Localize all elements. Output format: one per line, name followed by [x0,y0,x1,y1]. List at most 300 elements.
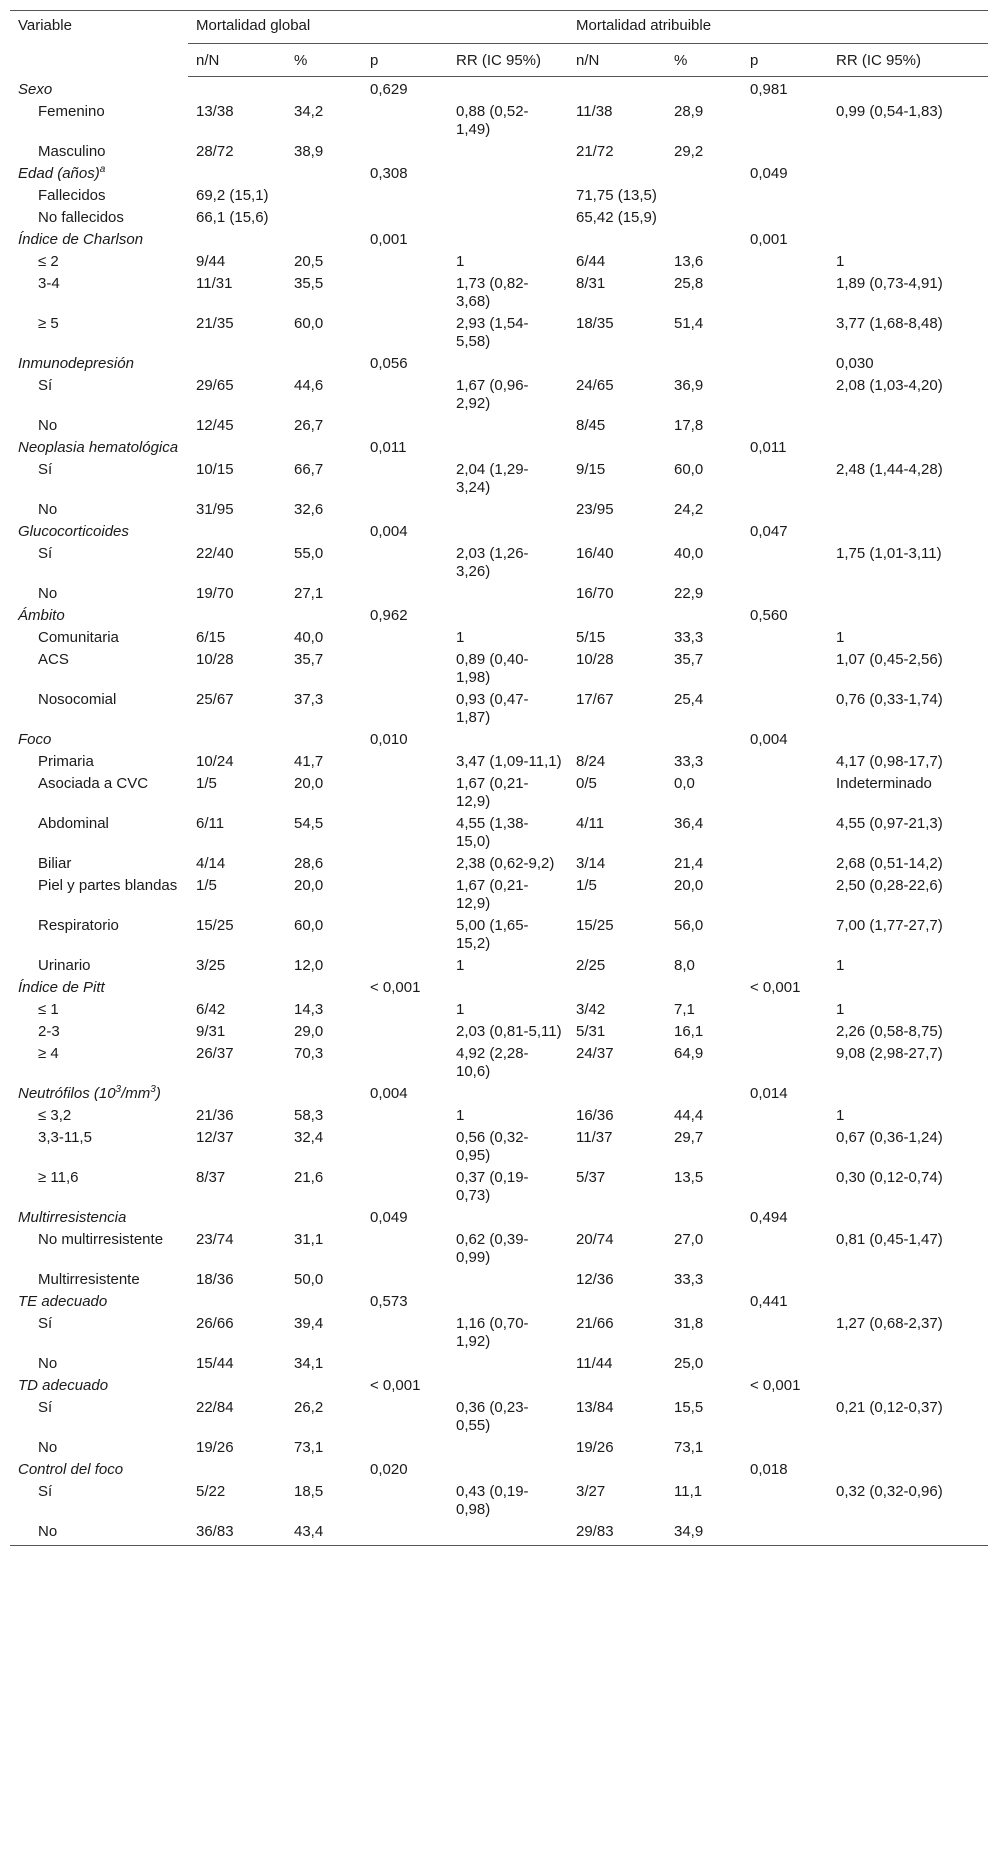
cell-nn-attrib: 5/37 [576,1169,606,1186]
category-row [10,163,988,185]
row-label-text: Biliar [38,855,72,872]
cell-nn-global: 10/15 [196,461,234,478]
cell-rr-attrib [828,729,988,751]
row-label-text: Foco [18,731,52,748]
cell-nn-attrib [568,229,666,251]
category-row [10,1083,988,1105]
cell-nn-global: 31/95 [196,501,234,518]
cell-nn-global [188,1083,286,1105]
cell-rr-global [448,605,568,627]
cell-rr-attrib: 1 [836,253,845,270]
cell-p-global: 0,001 [370,231,408,248]
subcategory-label [10,813,188,853]
cell-pct-attrib: 17,8 [674,417,704,434]
cell-nn-global: 12/37 [196,1129,234,1146]
row-label-text: No [38,501,58,518]
subcategory-label [10,1105,188,1127]
cell-p-attrib [742,1105,828,1127]
cell-p-global [362,649,448,689]
table-header [10,11,988,77]
cell-p-global [362,459,448,499]
subcategory-label [10,1127,188,1167]
cell-nn-global [188,229,286,251]
header-mortalidad-atribuible: Mortalidad atribuible [568,11,988,44]
cell-pct-global [286,521,362,543]
category-label [10,521,188,543]
row-label-text: ≤ 2 [38,253,59,270]
row-label-tail: ) [155,1085,161,1102]
category-row [10,521,988,543]
cell-nn-global: 1/5 [196,775,217,792]
cell-pct-global: 40,0 [294,629,324,646]
cell-rr-global: 1 [456,1001,465,1018]
cell-nn-attrib: 21/72 [576,143,614,160]
cell-pct-attrib: 8,0 [674,957,695,974]
cell-nn-global [188,977,286,999]
cell-rr-attrib: 1 [836,1001,845,1018]
cell-rr-global: 0,56 (0,32-0,95) [456,1129,529,1164]
cell-rr-attrib: 0,76 (0,33-1,74) [836,691,943,708]
cell-nn-attrib: 5/31 [576,1023,606,1040]
cell-p-global [362,955,448,977]
cell-p-global [362,1481,448,1521]
cell-p-global [362,1521,448,1546]
cell-rr-global [448,1437,568,1459]
cell-p-attrib [742,955,828,977]
cell-p-attrib [742,1269,828,1291]
subcategory-label [10,141,188,163]
subcategory-label [10,1521,188,1546]
cell-p-attrib [742,1397,828,1437]
cell-rr-global [448,583,568,605]
cell-pct-global: 43,4 [286,1521,362,1546]
cell-rr-attrib: 0,030 [836,355,874,372]
cell-p-attrib: 0,049 [750,165,788,182]
cell-nn-global: 9/44 [196,253,226,270]
cell-p-attrib [742,1043,828,1083]
header-col-pct-attrib: % [666,44,742,77]
cell-nn-attrib: 29/83 [568,1521,666,1546]
subcategory-label [10,1481,188,1521]
cell-rr-global: 1,16 (0,70-1,92) [456,1315,529,1350]
superscript: a [99,164,106,175]
subcategory-label [10,1437,188,1459]
cell-p-attrib [742,875,828,915]
cell-rr-global [448,521,568,543]
subcategory-label [10,313,188,353]
cell-pct-global: 29,0 [294,1023,324,1040]
cell-rr-attrib: 3,77 (1,68-8,48) [836,315,943,332]
cell-rr-global [448,1459,568,1481]
cell-p-attrib [742,1437,828,1459]
category-row [10,605,988,627]
cell-rr-attrib: 0,21 (0,12-0,37) [836,1399,943,1416]
cell-pct-attrib: 64,9 [674,1045,704,1062]
table-row [10,375,988,415]
cell-rr-global: 2,04 (1,29-3,24) [456,461,529,496]
cell-rr-attrib [828,521,988,543]
cell-pct-global [286,1459,362,1481]
cell-nn-global [188,1375,286,1397]
cell-rr-attrib [828,437,988,459]
cell-p-global: < 0,001 [370,1377,421,1394]
cell-rr-attrib [828,1291,988,1313]
cell-pct-global: 44,6 [294,377,324,394]
cell-p-attrib [742,999,828,1021]
cell-pct-global: 70,3 [294,1045,324,1062]
cell-pct-attrib: 13,5 [674,1169,704,1186]
subcategory-label [10,499,188,521]
subcategory-label [10,875,188,915]
cell-nn-attrib: 10/28 [576,651,614,668]
cell-rr-global: 0,88 (0,52-1,49) [456,103,529,138]
cell-pct-attrib: 56,0 [674,917,704,934]
cell-pct-global [286,729,362,751]
table-row [10,915,988,955]
cell-rr-global [448,1353,568,1375]
cell-nn-global: 28/72 [196,143,234,160]
cell-rr-attrib [828,141,988,163]
cell-pct-global: 35,5 [294,275,324,292]
cell-p-attrib [742,1229,828,1269]
row-label-text: 3-4 [38,275,60,292]
cell-pct-attrib: 7,1 [674,1001,695,1018]
cell-pct-global [286,1083,362,1105]
row-label-text: Primaria [38,753,94,770]
table-row [10,1167,988,1207]
cell-p-attrib [742,313,828,353]
subcategory-label [10,627,188,649]
cell-rr-attrib: 0,32 (0,32-0,96) [836,1483,943,1500]
cell-pct-attrib: 25,4 [674,691,704,708]
row-label-text: ≥ 4 [38,1045,59,1062]
cell-rr-global: 0,93 (0,47-1,87) [456,691,529,726]
cell-nn-attrib: 0/5 [576,775,597,792]
cell-nn-global: 21/35 [196,315,234,332]
row-label-text: No multirresistente [38,1231,164,1248]
cell-pct-global: 54,5 [294,815,324,832]
cell-rr-attrib [828,1521,988,1546]
cell-rr-attrib: 0,30 (0,12-0,74) [836,1169,943,1186]
header-col-rr-attrib: RR (IC 95%) [828,44,988,77]
header-col-rr-global: RR (IC 95%) [448,44,568,77]
cell-nn-global: 6/42 [196,1001,226,1018]
cell-p-global [362,915,448,955]
table-row [10,543,988,583]
category-label [10,1207,188,1229]
cell-p-global [362,1021,448,1043]
cell-nn-global: 18/36 [196,1271,234,1288]
cell-rr-global: 1,73 (0,82-3,68) [456,275,529,310]
table-body [10,77,988,1546]
cell-p-global [362,185,448,207]
table-row [10,1105,988,1127]
cell-pct-global: 26,2 [294,1399,324,1416]
cell-rr-global: 0,43 (0,19-0,98) [456,1483,529,1518]
cell-p-attrib [742,1481,828,1521]
cell-rr-global: 0,37 (0,19-0,73) [456,1169,529,1204]
table-row [10,499,988,521]
cell-pct-global: 20,0 [294,877,324,894]
cell-rr-global [448,1083,568,1105]
cell-pct-attrib [666,437,742,459]
cell-rr-attrib [828,415,988,437]
row-label-text: No [38,1355,58,1372]
cell-rr-attrib: 0,81 (0,45-1,47) [836,1231,943,1248]
cell-pct-global: 20,0 [294,775,324,792]
cell-rr-attrib [828,1437,988,1459]
cell-p-global [362,813,448,853]
category-label [10,353,188,375]
cell-pct-global: 32,6 [294,501,324,518]
cell-rr-attrib [828,207,988,229]
cell-p-global: < 0,001 [370,979,421,996]
cell-rr-global: 0,36 (0,23-0,55) [456,1399,529,1434]
cell-pct-attrib: 0,0 [674,775,695,792]
cell-pct-attrib: 60,0 [674,461,704,478]
cell-rr-global: 5,00 (1,65-15,2) [456,917,529,952]
header-col-pct-global: % [286,44,362,77]
cell-pct-attrib: 24,2 [674,501,704,518]
row-label-text: ≥ 11,6 [38,1169,79,1186]
cell-p-attrib: 0,047 [750,523,788,540]
cell-pct-attrib: 34,9 [666,1521,742,1546]
subcategory-label [10,459,188,499]
cell-rr-attrib [828,977,988,999]
cell-pct-global: 21,6 [294,1169,324,1186]
cell-pct-global: 55,0 [294,545,324,562]
cell-nn-attrib: 16/40 [576,545,614,562]
table-row [10,459,988,499]
subcategory-label [10,583,188,605]
cell-p-global [362,273,448,313]
row-label-text: Comunitaria [38,629,119,646]
cell-nn-attrib: 21/66 [576,1315,614,1332]
cell-pct-attrib: 44,4 [674,1107,704,1124]
cell-p-global [362,1269,448,1291]
cell-p-attrib [742,773,828,813]
cell-pct-attrib [666,353,742,375]
cell-pct-global: 60,0 [294,917,324,934]
row-label-text: Abdominal [38,815,109,832]
cell-p-attrib: 0,560 [750,607,788,624]
header-col-p-attrib: p [742,44,828,77]
cell-nn-attrib: 71,75 (13,5) [576,187,657,204]
cell-nn-attrib: 11/44 [576,1355,613,1372]
cell-rr-global: 2,03 (0,81-5,11) [456,1023,562,1040]
cell-pct-attrib: 36,9 [674,377,704,394]
cell-pct-attrib: 33,3 [674,1271,704,1288]
table-row [10,101,988,141]
cell-p-global: 0,056 [370,355,408,372]
cell-p-global: 0,629 [370,81,408,98]
cell-nn-global: 3/25 [196,957,226,974]
category-label [10,1459,188,1481]
row-label-text: TE adecuado [18,1293,108,1310]
cell-pct-attrib [666,605,742,627]
cell-p-global [362,751,448,773]
cell-p-attrib [742,543,828,583]
cell-pct-attrib: 16,1 [674,1023,704,1040]
table-row [10,583,988,605]
row-label-text: Control del foco [18,1461,124,1478]
cell-nn-global: 19/26 [196,1439,234,1456]
cell-pct-attrib: 28,9 [674,103,704,120]
cell-pct-attrib: 73,1 [674,1439,704,1456]
category-label [10,1375,188,1397]
cell-nn-global: 21/36 [196,1107,234,1124]
cell-nn-attrib [568,1459,666,1481]
cell-rr-global: 2,38 (0,62-9,2) [456,855,555,872]
subcategory-label [10,853,188,875]
cell-rr-attrib: 2,08 (1,03-4,20) [836,377,943,394]
cell-nn-attrib: 15/25 [576,917,614,934]
cell-pct-attrib: 25,0 [674,1355,704,1372]
row-label-text: No [38,417,58,434]
category-label [10,729,188,751]
cell-pct-global: 27,1 [294,585,324,602]
cell-p-global [362,207,448,229]
cell-p-attrib [742,101,828,141]
cell-pct-global [286,977,362,999]
cell-pct-attrib [666,729,742,751]
header-mortalidad-global: Mortalidad global [188,11,568,44]
mortality-table [10,10,988,1546]
cell-nn-global [188,521,286,543]
cell-pct-global: 32,4 [294,1129,324,1146]
cell-pct-attrib: 11,1 [674,1483,703,1500]
cell-pct-global [286,1291,362,1313]
row-label-text: Glucocorticoides [18,523,129,540]
cell-pct-global: 50,0 [294,1271,324,1288]
row-label-text: Sí [38,377,53,394]
cell-nn-attrib [568,729,666,751]
cell-p-global [362,1229,448,1269]
table-row [10,999,988,1021]
cell-nn-attrib: 3/14 [576,855,606,872]
cell-pct-attrib: 22,9 [674,585,704,602]
cell-pct-global [286,1207,362,1229]
row-label-text: Sí [38,1399,53,1416]
cell-p-attrib [742,251,828,273]
cell-pct-global: 34,2 [294,103,324,120]
cell-pct-attrib [666,977,742,999]
cell-pct-global: 14,3 [294,1001,324,1018]
cell-nn-attrib: 23/95 [576,501,614,518]
subcategory-label [10,689,188,729]
subcategory-label [10,543,188,583]
header-col-nn-attrib: n/N [568,44,666,77]
row-label-text: 3,3-11,5 [38,1129,92,1146]
category-label [10,1291,188,1313]
cell-rr-attrib [828,1207,988,1229]
cell-nn-attrib [568,1375,666,1397]
cell-p-attrib [742,853,828,875]
cell-rr-global [448,415,568,437]
cell-nn-attrib: 9/15 [576,461,606,478]
cell-rr-attrib: 1,89 (0,73-4,91) [836,275,943,292]
cell-rr-attrib: 1,07 (0,45-2,56) [836,651,943,668]
cell-p-global [362,1105,448,1127]
cell-nn-attrib [568,521,666,543]
cell-rr-global: 1,67 (0,96-2,92) [456,377,529,412]
subcategory-label [10,1043,188,1083]
cell-rr-global: 0,89 (0,40-1,98) [456,651,529,686]
header-col-nn-global: n/N [188,44,286,77]
category-label [10,163,188,185]
cell-p-global: 0,004 [370,1085,408,1102]
cell-p-global [362,583,448,605]
cell-pct-attrib [666,1207,742,1229]
table-row [10,1313,988,1353]
cell-nn-global: 9/31 [196,1023,226,1040]
subcategory-label [10,207,188,229]
table-row [10,415,988,437]
cell-rr-attrib [828,163,988,185]
subcategory-label [10,751,188,773]
cell-nn-attrib: 24/37 [576,1045,614,1062]
cell-nn-attrib: 11/38 [576,103,613,120]
cell-rr-attrib: 1 [836,629,845,646]
cell-p-attrib [742,141,828,163]
cell-rr-global: 4,92 (2,28-10,6) [456,1045,529,1080]
cell-nn-global: 22/84 [196,1399,234,1416]
cell-pct-attrib [666,77,742,102]
cell-nn-attrib: 17/67 [576,691,614,708]
cell-p-global: 0,573 [370,1293,408,1310]
category-row [10,437,988,459]
row-label-text: Piel y partes blandas [38,877,178,894]
cell-rr-attrib: 4,17 (0,98-17,7) [836,753,943,770]
cell-pct-attrib [666,1083,742,1105]
cell-nn-global [188,163,286,185]
table-row [10,1043,988,1083]
cell-rr-attrib [828,1459,988,1481]
cell-p-global [362,875,448,915]
cell-nn-attrib [568,77,666,102]
cell-p-attrib: 0,011 [750,439,787,456]
cell-pct-global: 58,3 [294,1107,324,1124]
cell-pct-global: 38,9 [294,143,324,160]
cell-rr-global [448,729,568,751]
cell-p-attrib [742,627,828,649]
row-label-text: Edad (años) [18,165,100,182]
category-row [10,77,988,102]
cell-p-attrib: < 0,001 [750,1377,801,1394]
cell-nn-attrib: 12/36 [576,1271,614,1288]
cell-nn-attrib: 13/84 [576,1399,614,1416]
subcategory-label [10,375,188,415]
cell-p-attrib [742,207,828,229]
cell-p-global [362,1127,448,1167]
cell-pct-attrib: 13,6 [674,253,704,270]
row-label-text: Fallecidos [38,187,106,204]
cell-p-global [362,1313,448,1353]
cell-nn-global: 26/66 [196,1315,234,1332]
cell-p-global [362,999,448,1021]
row-label-text: Índice de Charlson [18,231,144,248]
cell-pct-attrib [666,521,742,543]
cell-p-global [362,499,448,521]
row-label-text: Asociada a CVC [38,775,149,792]
cell-pct-attrib: 20,0 [674,877,704,894]
cell-nn-attrib: 8/24 [576,753,606,770]
row-label-text: Inmunodepresión [18,355,134,372]
subcategory-label [10,955,188,977]
cell-rr-attrib [828,229,988,251]
category-row [10,1459,988,1481]
cell-p-attrib: 0,981 [750,81,788,98]
